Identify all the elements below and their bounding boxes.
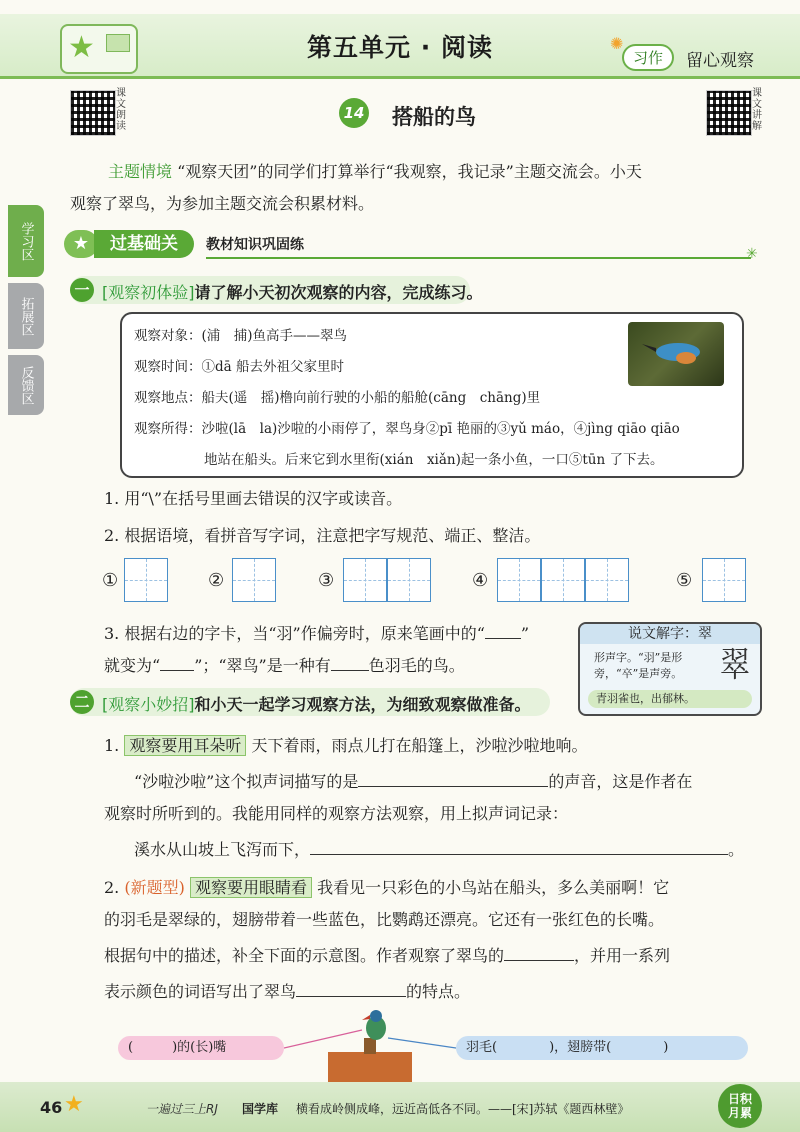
character-card: [578, 622, 762, 716]
banner-subtitle: 教材知识巩固练: [206, 237, 304, 253]
kingfisher-diagram: [284, 1010, 456, 1082]
s2-q1-line3: 观察时所听到的。我能用同样的观察方法观察，用上拟声词记录：: [104, 804, 569, 823]
s2-q2-new-tag: (新题型): [124, 878, 185, 897]
card-text-1: 形声字。“羽”是形: [594, 651, 683, 664]
perch: [364, 1038, 376, 1054]
obs-line-result: 观察所得：沙啦(lā la)沙啦的小雨停了，翠鸟身②pī 艳丽的③yǔ máo，④jìng qiāo qiāo: [134, 421, 680, 437]
s2-q1-line4: [134, 834, 744, 866]
grid-cell[interactable]: [343, 558, 387, 602]
footer-column-label: 国学库: [242, 1102, 279, 1116]
s2-q2-line3-b: ，并用一系列: [574, 946, 671, 965]
q3-blank-3[interactable]: [331, 652, 369, 671]
obs-line-object: 观察对象：(浦 捕)鱼高手——翠鸟: [134, 328, 348, 344]
unit-title: 第五单元 · 阅读: [307, 33, 493, 62]
s1-question-1: 1. 用“\”在括号里画去错误的汉字或读音。: [104, 489, 403, 508]
s2-q1-line2-b: 的声音，这是作者在: [548, 772, 693, 791]
intro-text-1: “观察天团”的同学们打算举行“我观察，我记录”主题交流会。小天: [177, 162, 642, 181]
s2-q2-blank-2[interactable]: [296, 978, 406, 997]
s2-q1-text: 天下着雨，雨点儿打在船篷上，沙啦沙啦地响。: [251, 736, 588, 755]
grid-cell[interactable]: [585, 558, 629, 602]
grid-label-2: ②: [208, 570, 225, 591]
s2-q2-line4-a: 表示颜色的词语写出了翠鸟: [104, 982, 297, 1001]
card-text-3: 青羽雀也，出郁林。: [588, 690, 752, 708]
section2-text: 和小天一起学习观察方法，为细致观察做准备。: [194, 695, 531, 714]
s1-question-2: 2. 根据语境，看拼音写字词，注意把字写规范、端正、整洁。: [104, 526, 541, 545]
qr-code-explain[interactable]: [706, 90, 752, 136]
footer-star-icon: ★: [64, 1092, 84, 1117]
obs-line-result-cont: 地站在船头。后来它到水里衔(xián xiǎn)起一条小鱼，一口⑤tūn 了下去。: [204, 452, 664, 468]
section2-number: 二: [70, 690, 94, 714]
xizuo-badge: 习作: [622, 44, 674, 71]
grid-label-1: ①: [102, 570, 119, 591]
intro-label: 主题情境: [108, 162, 173, 181]
intro-line2: 观察了翠鸟，为参加主题交流会积累材料。: [70, 194, 375, 213]
s2-q1-line4-text: 溪水从山坡上飞泻而下，: [134, 840, 311, 859]
side-tab-study[interactable]: 学习区: [8, 205, 44, 277]
grid-label-3: ③: [318, 570, 335, 591]
section1-title: [102, 280, 483, 303]
banner-title: 过基础关: [94, 230, 194, 258]
grid-cell[interactable]: [541, 558, 585, 602]
grid-label-5: ⑤: [676, 570, 693, 591]
grid-cell[interactable]: [124, 558, 168, 602]
boat-post: [328, 1052, 412, 1082]
writing-grid-2[interactable]: [232, 558, 276, 602]
s2-q1-blank-1[interactable]: [358, 768, 548, 787]
writing-grid-5[interactable]: [702, 558, 746, 602]
q3-text-e: 色羽毛的鸟。: [368, 656, 465, 675]
grid-label-4: ④: [472, 570, 489, 591]
s2-q2-blank-1[interactable]: [504, 942, 574, 961]
kingfisher-figure: [628, 322, 724, 386]
beak-pointer-line: [284, 1030, 362, 1048]
s2-question-1: [104, 730, 587, 762]
s2-q1-line4-end: 。: [728, 840, 745, 859]
grid-cell[interactable]: [702, 558, 746, 602]
card-title: 说文解字：翠: [580, 624, 760, 644]
s2-q2-line2: 的羽毛是翠绿的，翅膀带着一些蓝色，比鹦鹉还漂亮。它还有一张红色的长嘴。: [104, 910, 665, 929]
s2-q1-blank-2[interactable]: [310, 836, 728, 855]
s2-q1-number: 1.: [104, 736, 120, 755]
bird-head: [370, 1010, 382, 1022]
q3-text-a: 3. 根据右边的字卡，当“羽”作偏旁时，原来笔画中的“: [104, 624, 485, 643]
qr-label-reading: 课文朗读: [116, 88, 126, 132]
s2-q2-line3-a: 根据句中的描述，补全下面的示意图。作者观察了翠鸟的: [104, 946, 505, 965]
lesson-number: 14: [339, 98, 369, 128]
observation-box: [120, 312, 744, 478]
s2-q2-tag: 观察要用眼睛看: [190, 877, 312, 898]
q3-text-b: ”: [520, 624, 530, 643]
star-icon: ★: [68, 30, 95, 65]
q3-blank-2[interactable]: [160, 652, 194, 671]
card-text-2: 旁，“卒”是声旁。: [594, 667, 683, 680]
q3-text-d: ”；“翠鸟”是一种有: [194, 656, 331, 675]
xizuo-topic: 留心观察: [686, 51, 754, 71]
diagram-beak-label[interactable]: ( )的(长)嘴: [118, 1036, 284, 1060]
obs-line-time: 观察时间：①dā 船去外祖父家里时: [134, 359, 344, 375]
lesson-title: 搭船的鸟: [392, 105, 476, 129]
footer-quote: 横看成岭侧成峰，远近高低各不同。——[宋]苏轼《题西林壁》: [296, 1102, 630, 1116]
section1-text: 请了解小天初次观察的内容，完成练习。: [194, 283, 483, 302]
s2-q1-line2: [134, 766, 692, 798]
sun-icon: ✺: [610, 34, 624, 53]
s1-question-3-line2: [104, 650, 465, 682]
s2-q2-line3: [104, 940, 670, 972]
intro-line1: [108, 156, 768, 188]
section-banner: [64, 230, 764, 260]
side-tab-extend[interactable]: 拓展区: [8, 283, 44, 349]
grid-cell[interactable]: [387, 558, 431, 602]
section1-label: [观察初体验]: [102, 283, 195, 302]
kingfisher-photo: [628, 322, 724, 386]
series-name: 一遍过三上RJ: [146, 1102, 218, 1116]
writing-grid-3[interactable]: [343, 558, 431, 602]
daily-accumulation-badge: 日积月累: [718, 1084, 762, 1128]
s1-question-3-line1: [104, 618, 529, 650]
q3-text-c: 就变为“: [104, 656, 161, 675]
obs-line-place: 观察地点：船夫(遥 摇)橹向前行驶的小船的船舱(cāng chāng)里: [134, 390, 541, 406]
s2-q2-line4: [104, 976, 470, 1008]
section1-number: 一: [70, 278, 94, 302]
section2-title: [102, 692, 531, 715]
qr-label-explain: 课文讲解: [752, 88, 762, 132]
s2-q2-line4-b: 的特点。: [406, 982, 471, 1001]
banner-divider: [206, 257, 751, 259]
page-number: 46: [40, 1098, 63, 1117]
writing-grid-1[interactable]: [124, 558, 168, 602]
s2-q1-line2-a: “沙啦沙啦”这个拟声词描写的是: [134, 772, 359, 791]
s2-q2-text-a: 我看见一只彩色的小鸟站在船头，多么美丽啊！它: [317, 878, 670, 897]
grid-cell[interactable]: [232, 558, 276, 602]
side-tab-feedback[interactable]: 反馈区: [8, 355, 44, 415]
banner-star-icon: ✳: [746, 246, 758, 262]
banner-mascot-icon: ★: [64, 230, 98, 258]
writing-grid-4[interactable]: [497, 558, 629, 602]
section2-label: [观察小妙招]: [102, 695, 195, 714]
s2-question-2: [104, 872, 764, 904]
feather-pointer-line: [388, 1038, 456, 1048]
grid-cell[interactable]: [497, 558, 541, 602]
q3-blank-1[interactable]: [485, 620, 521, 639]
qr-code-reading[interactable]: [70, 90, 116, 136]
bird-beak: [362, 1015, 370, 1020]
diagram-feather-label[interactable]: 羽毛( )，翅膀带( ): [456, 1036, 748, 1060]
s2-q1-tag: 观察要用耳朵听: [124, 735, 246, 756]
seal-script-character: 翠: [720, 645, 750, 686]
s2-q2-number: 2.: [104, 878, 120, 897]
